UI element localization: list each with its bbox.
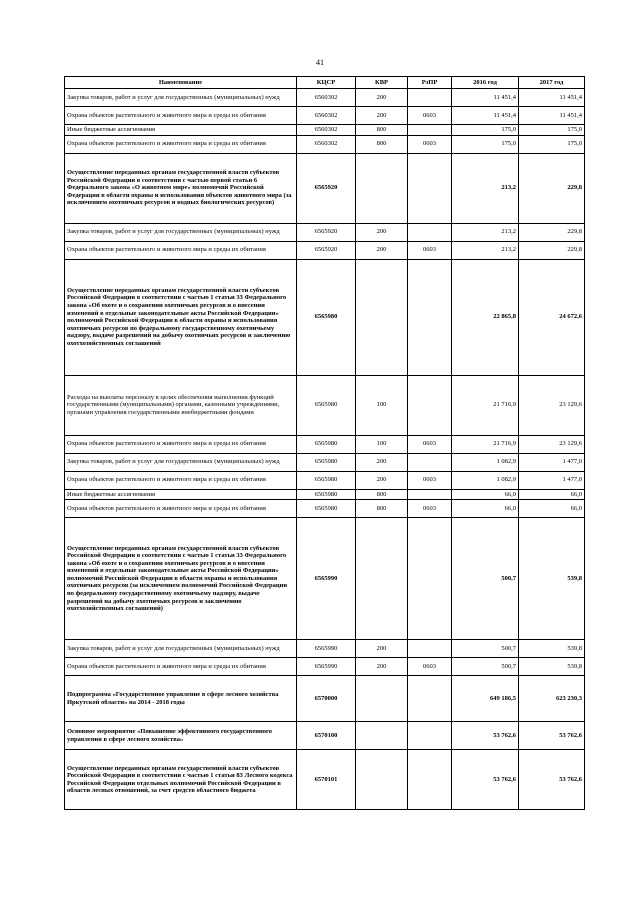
cell-kvr: 200 bbox=[356, 89, 408, 107]
cell-name: Охрана объектов растительного и животного мира и среды их обитания bbox=[65, 658, 297, 676]
table-row bbox=[65, 518, 585, 640]
cell-rzpr: 0603 bbox=[408, 435, 452, 453]
cell-kcsr: 6560302 bbox=[297, 107, 356, 125]
cell-kcsr: 6565980 bbox=[297, 453, 356, 471]
table-row bbox=[65, 153, 585, 223]
header-name: Наименование bbox=[65, 77, 297, 89]
cell-kvr bbox=[356, 722, 408, 750]
cell-2017: 539,8 bbox=[519, 518, 585, 640]
cell-kvr bbox=[356, 750, 408, 810]
cell-name: Охрана объектов растительного и животного мира и среды их обитания bbox=[65, 107, 297, 125]
cell-name: Иные бюджетные ассигнования bbox=[65, 125, 297, 136]
cell-name: Осуществление переданных органам государственной власти субъектов Российской Федерации в соответствии с частью 1 статьи 33 Федерального закона «Об охоте и о сохранении охотничьих ресурсов и о внесении изменений в отдельные законодательные акты Российской Федерации» полномочий Российской Федерации в области охраны и использования охотничьих ресурсов (за исключением полномочий Российской Федерации по федеральному государственному охотничьему надзору, выдаче разрешений на добычу охотничьих ресурсов и заключению охотхозяйственных соглашений) bbox=[65, 518, 297, 640]
cell-2016: 11 451,4 bbox=[452, 89, 519, 107]
cell-name: Закупка товаров, работ и услуг для государственных (муниципальных) нужд bbox=[65, 89, 297, 107]
cell-name: Охрана объектов растительного и животного мира и среды их обитания bbox=[65, 241, 297, 259]
cell-kcsr: 6565980 bbox=[297, 375, 356, 435]
cell-kvr: 200 bbox=[356, 241, 408, 259]
cell-kvr: 800 bbox=[356, 125, 408, 136]
cell-rzpr bbox=[408, 640, 452, 658]
cell-rzpr bbox=[408, 750, 452, 810]
cell-rzpr bbox=[408, 259, 452, 375]
cell-2017: 229,8 bbox=[519, 223, 585, 241]
table-row bbox=[65, 500, 585, 518]
cell-rzpr: 0603 bbox=[408, 241, 452, 259]
cell-kcsr: 6570000 bbox=[297, 676, 356, 722]
cell-2016: 66,0 bbox=[452, 489, 519, 500]
cell-rzpr bbox=[408, 89, 452, 107]
cell-2016: 213,2 bbox=[452, 241, 519, 259]
cell-kvr bbox=[356, 676, 408, 722]
table-row bbox=[65, 722, 585, 750]
cell-name: Осуществление переданных органам государственной власти субъектов Российской Федерации в соответствии с частью 1 статьи 33 Федерального закона «Об охоте и о сохранении охотничьих ресурсов и о внесении изменений в отдельные законодательные акты Российской Федерации» полномочий Российской Федерации в области охраны и использования охотничьих ресурсов по федеральному государственному охотничьему надзору, выдаче разрешений на добычу охотничьих ресурсов и заключению охотхозяйственных соглашений bbox=[65, 259, 297, 375]
cell-2017: 66,0 bbox=[519, 500, 585, 518]
cell-kvr: 800 bbox=[356, 489, 408, 500]
cell-2016: 175,0 bbox=[452, 125, 519, 136]
table-row bbox=[65, 658, 585, 676]
cell-2016: 11 451,4 bbox=[452, 107, 519, 125]
table-header-row bbox=[65, 77, 585, 89]
cell-rzpr bbox=[408, 153, 452, 223]
cell-rzpr bbox=[408, 489, 452, 500]
cell-kcsr: 6570101 bbox=[297, 750, 356, 810]
table-row bbox=[65, 241, 585, 259]
cell-kcsr: 6565980 bbox=[297, 489, 356, 500]
cell-rzpr: 0603 bbox=[408, 658, 452, 676]
cell-kvr bbox=[356, 259, 408, 375]
cell-kvr: 800 bbox=[356, 135, 408, 153]
cell-kvr: 200 bbox=[356, 223, 408, 241]
cell-2016: 21 716,9 bbox=[452, 435, 519, 453]
table-row bbox=[65, 107, 585, 125]
cell-name: Расходы на выплаты персоналу в целях обеспечения выполнения функций государственными (муниципальными) органами, казенными учреждениями, органами управления государственными внебюджетными фондами bbox=[65, 375, 297, 435]
cell-2017: 623 230,3 bbox=[519, 676, 585, 722]
cell-kcsr: 6565980 bbox=[297, 471, 356, 489]
cell-2017: 66,0 bbox=[519, 489, 585, 500]
cell-2016: 66,0 bbox=[452, 500, 519, 518]
cell-rzpr: 0603 bbox=[408, 135, 452, 153]
table-row bbox=[65, 453, 585, 471]
table-row bbox=[65, 223, 585, 241]
cell-2017: 229,8 bbox=[519, 153, 585, 223]
cell-2017: 24 672,6 bbox=[519, 259, 585, 375]
cell-kcsr: 6570100 bbox=[297, 722, 356, 750]
cell-2016: 1 082,9 bbox=[452, 453, 519, 471]
cell-2016: 500,7 bbox=[452, 518, 519, 640]
cell-kcsr: 6560302 bbox=[297, 135, 356, 153]
table-row bbox=[65, 375, 585, 435]
cell-2016: 649 186,5 bbox=[452, 676, 519, 722]
cell-rzpr bbox=[408, 125, 452, 136]
cell-2017: 53 762,6 bbox=[519, 722, 585, 750]
cell-name: Осуществление переданных органам государственной власти субъектов Российской Федерации в соответствии с частью 1 статьи 83 Лесного кодекса Российской Федерации отдельных полномочий Российской Федерации в области лесных отношений, за счет средств областного бюджета bbox=[65, 750, 297, 810]
cell-2016: 213,2 bbox=[452, 223, 519, 241]
cell-2016: 53 762,6 bbox=[452, 722, 519, 750]
cell-kvr: 200 bbox=[356, 471, 408, 489]
cell-rzpr bbox=[408, 722, 452, 750]
cell-2017: 539,8 bbox=[519, 640, 585, 658]
cell-2017: 53 762,6 bbox=[519, 750, 585, 810]
page-number: 41 bbox=[316, 58, 324, 67]
cell-rzpr bbox=[408, 676, 452, 722]
cell-name: Охрана объектов растительного и животного мира и среды их обитания bbox=[65, 500, 297, 518]
cell-2016: 175,0 bbox=[452, 135, 519, 153]
cell-name: Закупка товаров, работ и услуг для государственных (муниципальных) нужд bbox=[65, 640, 297, 658]
cell-name: Подпрограмма «Государственное управление в сфере лесного хозяйства Иркутской области» на 2014 - 2018 годы bbox=[65, 676, 297, 722]
cell-kvr: 100 bbox=[356, 375, 408, 435]
cell-2016: 213,2 bbox=[452, 153, 519, 223]
cell-kvr: 100 bbox=[356, 435, 408, 453]
cell-kcsr: 6565920 bbox=[297, 223, 356, 241]
table-row bbox=[65, 89, 585, 107]
cell-2016: 1 082,9 bbox=[452, 471, 519, 489]
cell-kvr: 200 bbox=[356, 640, 408, 658]
cell-kvr bbox=[356, 518, 408, 640]
table-row bbox=[65, 750, 585, 810]
cell-kvr: 200 bbox=[356, 453, 408, 471]
cell-2016: 22 865,8 bbox=[452, 259, 519, 375]
cell-name: Основное мероприятие «Повышение эффективного государственного управления в сфере лесного хозяйства» bbox=[65, 722, 297, 750]
cell-kcsr: 6565980 bbox=[297, 435, 356, 453]
header-2017: 2017 год bbox=[519, 77, 585, 89]
table-row bbox=[65, 489, 585, 500]
cell-2017: 1 477,0 bbox=[519, 453, 585, 471]
table-row bbox=[65, 640, 585, 658]
cell-2017: 1 477,0 bbox=[519, 471, 585, 489]
cell-name: Осуществление переданных органам государственной власти субъектов Российской Федерации в соответствии с частью первой статьи 6 Федерального закона «О животном мире» полномочий Российской Федерации в области охраны и использования объектов животного мира (за исключением охотничьих ресурсов и водных биологических ресурсов) bbox=[65, 153, 297, 223]
table-row bbox=[65, 259, 585, 375]
header-kcsr: КЦСР bbox=[297, 77, 356, 89]
cell-rzpr: 0603 bbox=[408, 500, 452, 518]
table-row bbox=[65, 471, 585, 489]
cell-2017: 175,0 bbox=[519, 125, 585, 136]
cell-2017: 539,8 bbox=[519, 658, 585, 676]
header-rzpr: РзПР bbox=[408, 77, 452, 89]
cell-rzpr bbox=[408, 453, 452, 471]
cell-2016: 21 716,9 bbox=[452, 375, 519, 435]
cell-kcsr: 6565990 bbox=[297, 518, 356, 640]
cell-name: Охрана объектов растительного и животного мира и среды их обитания bbox=[65, 471, 297, 489]
cell-name: Иные бюджетные ассигнования bbox=[65, 489, 297, 500]
cell-rzpr bbox=[408, 223, 452, 241]
cell-name: Охрана объектов растительного и животного мира и среды их обитания bbox=[65, 435, 297, 453]
cell-2017: 11 451,4 bbox=[519, 89, 585, 107]
cell-name: Закупка товаров, работ и услуг для государственных (муниципальных) нужд bbox=[65, 453, 297, 471]
cell-2016: 500,7 bbox=[452, 640, 519, 658]
cell-kvr: 200 bbox=[356, 658, 408, 676]
cell-2016: 500,7 bbox=[452, 658, 519, 676]
cell-2017: 23 129,6 bbox=[519, 435, 585, 453]
cell-rzpr: 0603 bbox=[408, 471, 452, 489]
cell-2017: 175,0 bbox=[519, 135, 585, 153]
cell-kcsr: 6565920 bbox=[297, 241, 356, 259]
table-row bbox=[65, 435, 585, 453]
cell-kcsr: 6565920 bbox=[297, 153, 356, 223]
header-kvr: КВР bbox=[356, 77, 408, 89]
cell-rzpr: 0603 bbox=[408, 107, 452, 125]
cell-kcsr: 6560302 bbox=[297, 125, 356, 136]
cell-kcsr: 6565990 bbox=[297, 658, 356, 676]
budget-table bbox=[64, 76, 585, 810]
header-2016: 2016 год bbox=[452, 77, 519, 89]
cell-rzpr bbox=[408, 375, 452, 435]
cell-kcsr: 6565980 bbox=[297, 259, 356, 375]
cell-kvr: 800 bbox=[356, 500, 408, 518]
cell-rzpr bbox=[408, 518, 452, 640]
cell-kcsr: 6565990 bbox=[297, 640, 356, 658]
cell-2017: 11 451,4 bbox=[519, 107, 585, 125]
cell-2017: 23 129,6 bbox=[519, 375, 585, 435]
table-row bbox=[65, 676, 585, 722]
table-row bbox=[65, 135, 585, 153]
cell-kvr: 200 bbox=[356, 107, 408, 125]
cell-kcsr: 6565980 bbox=[297, 500, 356, 518]
cell-2017: 229,8 bbox=[519, 241, 585, 259]
cell-kcsr: 6560302 bbox=[297, 89, 356, 107]
table-row bbox=[65, 125, 585, 136]
cell-kvr bbox=[356, 153, 408, 223]
cell-name: Охрана объектов растительного и животного мира и среды их обитания bbox=[65, 135, 297, 153]
cell-name: Закупка товаров, работ и услуг для государственных (муниципальных) нужд bbox=[65, 223, 297, 241]
cell-2016: 53 762,6 bbox=[452, 750, 519, 810]
